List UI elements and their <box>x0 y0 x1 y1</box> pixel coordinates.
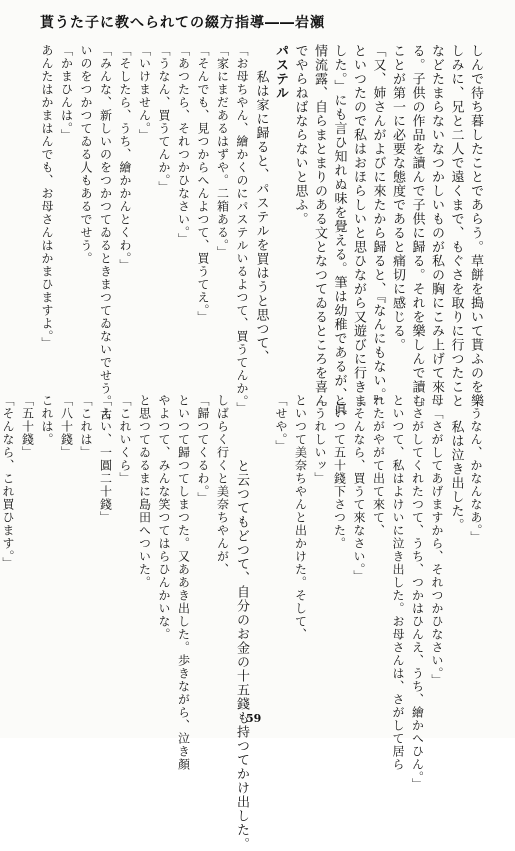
text-column: 情流露、自らまとまりのある文となつてゐるところを喜ん <box>312 44 327 408</box>
text-column: 「これは」 <box>79 394 93 459</box>
text-column: 「かまひんは。」 <box>59 44 74 142</box>
text-column: といつて五十錢下さつた。 <box>332 394 347 550</box>
text-column: 「そしたら、うち、繪かかんとくわ。」 <box>118 44 132 272</box>
text-column: といつて歸つてしまつた。又ああき出した。歩きながら、泣き顏 <box>176 394 191 771</box>
text-column: 「あつたら、それつかひなさい。」 <box>176 44 191 246</box>
text-column: 「さがしてくれたつて、うち、つかはひんえ、うち、繪かへひん。」 <box>410 394 425 791</box>
text-column: でやらねばならないと思ふ。 <box>292 44 308 226</box>
text-column: 「うれしいッ」 <box>313 394 327 485</box>
text-column: 「家にまだあるはずや。二箱ある。」 <box>215 44 230 259</box>
text-column: 「うなん、買うてんか。」 <box>157 44 171 194</box>
text-column: 「みんな、新しいのをつかつてゐるときまつてゐないでせう。古 <box>98 44 113 421</box>
text-column: 「いけません。」 <box>137 44 152 142</box>
text-column: 「せや。」 <box>274 394 288 453</box>
text-column: れたがやがて出て來て、 <box>371 394 386 537</box>
text-column: 「そんなら、買うて來なさい。」 <box>352 394 366 583</box>
text-column: した。」にも言ひ知れぬ味を覺える。筆は幼稚であるが、眞 <box>331 44 347 416</box>
text-column: しんで待ち暮したことであらう。草餅を搗いて貰ふのを樂 <box>468 44 483 408</box>
text-column: と思つてゐるまに島田へついた。 <box>137 394 152 589</box>
text-column: これは。 <box>40 394 54 446</box>
text-column: ことが第一に必要な態度であると痛切に感じる。 <box>390 44 405 352</box>
text-column: 「歸つてくるわ。」 <box>196 394 210 505</box>
text-column: 母「さがしてあげますから、それつかひなさい。」 <box>430 394 444 687</box>
text-column: といつたので私はおほらしいと思ひながら又遊びに行きま <box>351 44 366 408</box>
text-column: いのをつかつてゐる人もあるでせう。 <box>79 44 93 265</box>
text-column: しみに、兄と二人で遠くまで、もぐさを取りに行つたこと <box>448 44 464 408</box>
text-column: 「お母ちやん、繪かくのにパステルいるよつて、買うてんか。」 <box>235 44 249 415</box>
text-column: といつて、私はよけいに泣き出した。お母さんは、さがして居ら <box>391 394 405 771</box>
text-column: 「八十錢」 <box>59 394 74 459</box>
text-column: といつて美奈ちやんと出かけた。そして、 <box>293 394 308 641</box>
text-column: 「そんでも、見つからへんよつて、買うてえ。」 <box>196 44 210 324</box>
text-column: 「これいくら」 <box>118 394 132 485</box>
text-column: 「五十錢」 <box>20 394 35 459</box>
text-column: 「うなん、かなんなあ。」 <box>469 394 483 544</box>
text-column: あんたはかまはんでも、お母さんはかまひますよ。」 <box>40 44 54 350</box>
text-column <box>251 394 271 690</box>
text-column: 「えい、一圓二十錢」 <box>98 394 113 524</box>
page-number: 59 <box>246 712 262 725</box>
text-column: しばらく行くと美奈ちやんが、 <box>215 394 230 576</box>
text-column: る。子供の作品を讀んで子供に歸る。それを樂しんで讀む <box>409 44 425 408</box>
text-column: 「そんなら、これ買ひます。」 <box>1 394 15 570</box>
text-column: などたまらないなつかしいものが私の胸にこみ上げて來 <box>429 44 444 394</box>
text-column: と云つてもどつて、自分のお金の十五錢も持つてかけ出した。 <box>234 459 249 851</box>
text-column: やよつて、みんな笑つてはらひんかいな。 <box>157 394 171 641</box>
text-column: 「又、姉さんがよびに來たから歸ると、『なんにもない。』 <box>370 44 386 409</box>
text-column: 私は泣き出した。 <box>448 420 464 532</box>
text-column: 私は家に歸ると、パステルを買はうと思つて、 <box>253 70 269 364</box>
running-header: 貰うた子に教へられての綴方指導――岩瀬 <box>40 15 325 31</box>
section-heading: パステル <box>273 44 288 100</box>
